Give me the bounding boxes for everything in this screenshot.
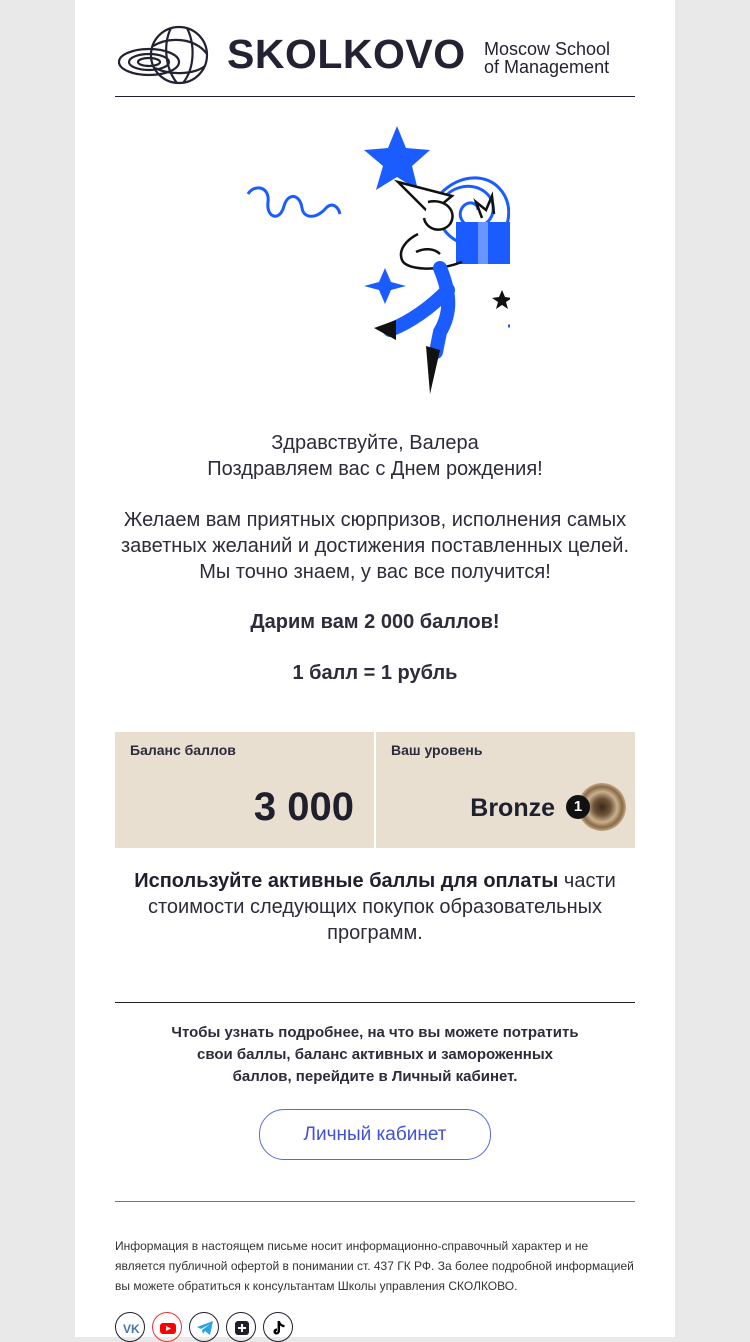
level-label: Ваш уровень [391, 742, 483, 758]
use-points-bold: Используйте активные баллы для оплаты [134, 870, 559, 892]
more-info-line: баллов, перейдите в Личный кабинет. [232, 1068, 518, 1085]
use-points-line3: программ. [327, 922, 423, 944]
rutube-link[interactable] [226, 1312, 256, 1342]
greeting-congrats: Поздравляем вас с Днем рождения! [207, 458, 543, 480]
more-info-line: Чтобы узнать подробнее, на что вы можете потратить [171, 1024, 579, 1041]
balance-label: Баланс баллов [130, 742, 236, 758]
rutube-icon [233, 1319, 251, 1337]
brand-subtitle [484, 40, 610, 76]
level-value: Bronze [470, 794, 555, 822]
greeting-name: Здравствуйте, Валера [271, 432, 479, 454]
personal-cabinet-button[interactable]: Личный кабинет [259, 1109, 491, 1160]
wishes-line: Мы точно знаем, у вас все получится! [199, 561, 551, 583]
tiktok-icon [270, 1319, 288, 1337]
tiktok-link[interactable] [263, 1312, 293, 1342]
gift-text: Дарим вам 2 000 баллов! [250, 611, 500, 633]
telegram-link[interactable] [189, 1312, 219, 1342]
divider [115, 96, 635, 97]
youtube-icon [159, 1319, 177, 1337]
globe-logo-icon [115, 24, 219, 86]
use-points-text [115, 868, 635, 946]
brand-name: SKOLKOVO [227, 31, 466, 77]
level-card [376, 732, 635, 848]
balance-value: 3 000 [253, 785, 354, 829]
youtube-link[interactable] [152, 1312, 182, 1342]
rate-text: 1 балл = 1 рубль [292, 662, 458, 684]
use-points-rest: части [558, 870, 616, 892]
svg-text:VK: VK [123, 1322, 140, 1336]
balance-card [115, 732, 374, 848]
more-info-text [150, 1022, 600, 1088]
wishes-line: Желаем вам приятных сюрпризов, исполнения самых [123, 509, 627, 531]
wishes-line: заветных желаний и достижения поставленных целей. [120, 535, 630, 557]
vk-icon [122, 1319, 140, 1337]
divider [115, 1201, 635, 1202]
skolkovo-logo[interactable] [115, 24, 635, 86]
wishes-text [115, 507, 635, 585]
divider [115, 1002, 635, 1003]
birthday-illustration [240, 122, 510, 402]
use-points-line1 [115, 868, 635, 894]
brand-subtitle-line1: Moscow School [484, 39, 611, 59]
vk-link[interactable] [115, 1312, 145, 1342]
telegram-icon [196, 1319, 214, 1337]
use-points-line2: стоимости следующих покупок образовательных [147, 896, 603, 918]
level-number-badge: 1 [566, 795, 590, 819]
greeting [115, 430, 635, 482]
email-body [75, 0, 675, 1337]
legal-disclaimer: Информация в настоящем письме носит информационно-справочный характер и не является публичной офертой в понимании ст. 437 ГК РФ. За более подробной информацией вы можете обратиться к консультантам Школы управления СКОЛКОВО. [115, 1239, 634, 1293]
more-info-line: свои баллы, баланс активных и замороженных [196, 1046, 554, 1063]
brand-subtitle-line2: of Management [484, 57, 610, 77]
